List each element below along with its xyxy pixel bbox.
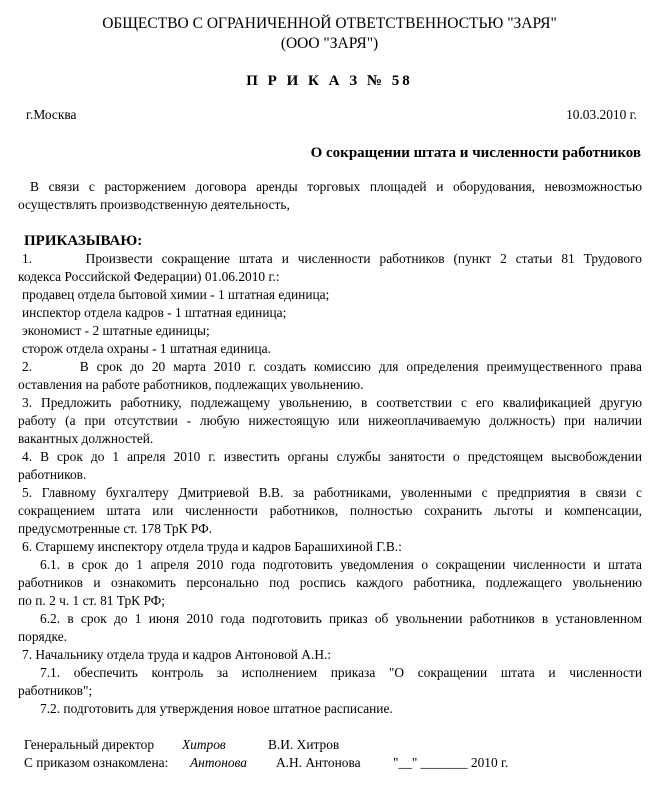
item-6-1-line-2: работников и ознакомить персонально под роспись каждого работника, подлежащего увольнению xyxy=(18,575,642,590)
document-title: П Р И К А З № 58 xyxy=(246,73,413,89)
item-7-heading: 7. Начальнику отдела труда и кадров Антоновой А.Н.: xyxy=(22,647,332,662)
item-4-line-1: 4. В срок до 1 апреля 2010 г. известить органы службы занятости о предстоящем высвобождении xyxy=(22,449,642,464)
preamble-line-2: осуществлять производственную деятельность, xyxy=(18,197,290,212)
director-title: Генеральный директор xyxy=(24,737,155,752)
item-6-1-line-3: по п. 2 ч. 1 ст. 81 ТрК РФ; xyxy=(18,593,165,608)
item-6-1-line-1: 6.1. в срок до 1 апреля 2010 года подготовить уведомления о сокращении численности и штата xyxy=(40,557,642,572)
item-5-line-3: предусмотренные ст. 178 ТрК РФ. xyxy=(18,521,213,536)
item-7-1-line-1: 7.1. обеспечить контроль за исполнением приказа "О сокращении штата и численности xyxy=(40,665,642,680)
item-6-2-line-2: порядке. xyxy=(18,629,67,644)
document-date: 10.03.2010 г. xyxy=(566,107,637,122)
item-3-line-1: 3. Предложить работнику, подлежащему увольнению, в соответствии с его квалификацией другую xyxy=(22,395,642,410)
prikazyvayu-heading: ПРИКАЗЫВАЮ: xyxy=(24,233,143,249)
director-signature: Хитров xyxy=(182,737,226,752)
item-2-line-2: оставления на работе работников, подлежащих увольнению. xyxy=(18,377,364,392)
item-5-line-1: 5. Главному бухгалтеру Дмитриевой В.В. за работниками, уволенными с предприятия в связи с xyxy=(22,485,642,500)
item-7-1-line-2: работников"; xyxy=(18,683,93,698)
item-7-2: 7.2. подготовить для утверждения новое штатное расписание. xyxy=(40,701,393,716)
item-1-list-3: экономист - 2 штатные единицы; xyxy=(22,323,210,338)
acknowledgement-label: С приказом ознакомлена: xyxy=(24,755,169,770)
item-1-line-2: кодекса Российской Федерации) 01.06.2010 г.: xyxy=(18,269,280,284)
item-2-line-1: 2. В срок до 20 марта 2010 г. создать комиссию для определения преимущественного права xyxy=(22,359,642,374)
organization-short-name: (ООО "ЗАРЯ") xyxy=(280,35,379,52)
item-6-heading: 6. Старшему инспектору отдела труда и кадров Барашихиной Г.В.: xyxy=(22,539,402,554)
organization-name: ОБЩЕСТВО С ОГРАНИЧЕННОЙ ОТВЕТСТВЕННОСТЬЮ "ЗАРЯ" xyxy=(102,15,557,32)
city: г.Москва xyxy=(26,107,77,122)
preamble-line-1: В связи с расторжением договора аренды торговых площадей и оборудования, невозможностью xyxy=(30,179,642,194)
item-1-list-4: сторож отдела охраны - 1 штатная единица. xyxy=(22,341,271,356)
document-subject: О сокращении штата и численности работников xyxy=(310,145,641,161)
acknowledgement-date: "__" _______ 2010 г. xyxy=(393,755,509,770)
item-5-line-2: сокращением штата или численности работников, полностью сохранить льготы и компенсации, xyxy=(18,503,642,518)
item-1-line-1: 1. Произвести сокращение штата и численности работников (пункт 2 статьи 81 Трудового xyxy=(22,251,642,266)
acknowledgement-signature: Антонова xyxy=(190,755,247,770)
item-6-2-line-1: 6.2. в срок до 1 июня 2010 года подготовить приказ об увольнении работников в установленном xyxy=(40,611,642,626)
item-1-list-1: продавец отдела бытовой химии - 1 штатная единица; xyxy=(22,287,330,302)
item-3-line-3: вакантных должностей. xyxy=(18,431,154,446)
item-1-list-2: инспектор отдела кадров - 1 штатная единица; xyxy=(22,305,287,320)
item-3-line-2: работу (а при отсутствии - любую нижестоящую или нижеоплачиваемую должность) при наличии xyxy=(18,413,642,428)
item-4-line-2: работников. xyxy=(18,467,87,482)
acknowledgement-name: А.Н. Антонова xyxy=(276,755,361,770)
director-name: В.И. Хитров xyxy=(268,737,340,752)
